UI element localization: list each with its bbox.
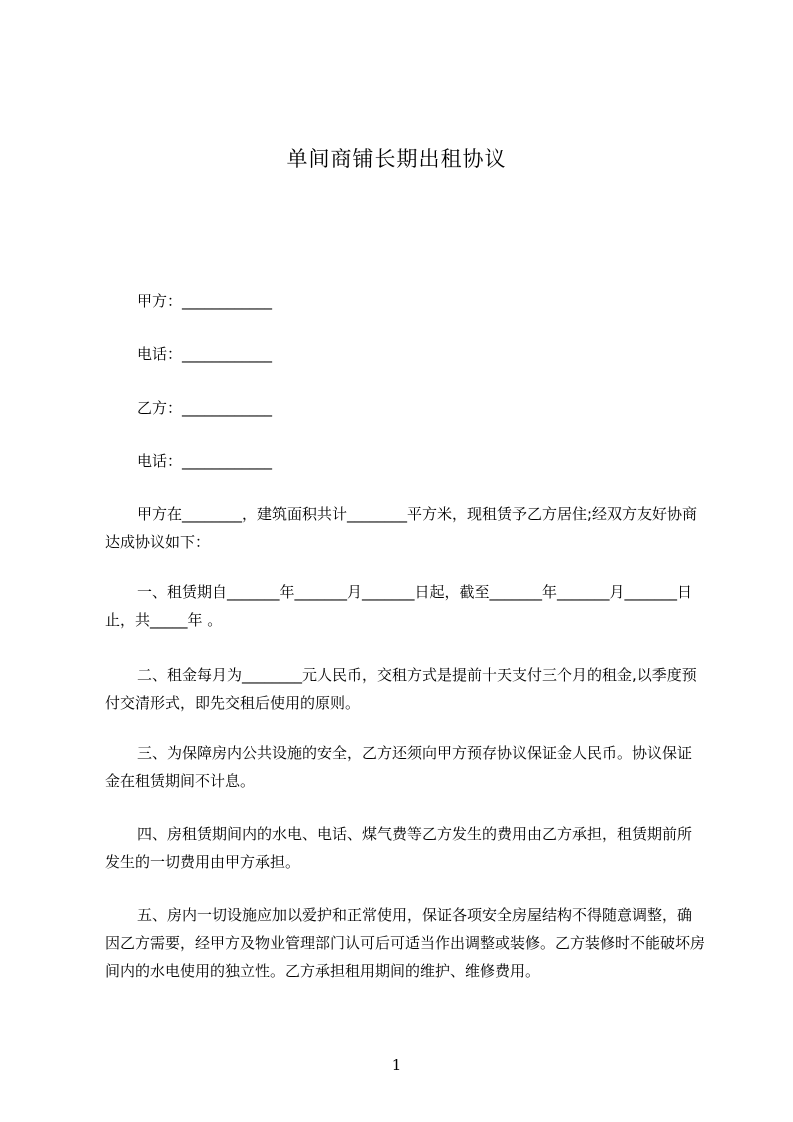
clause-5-paragraph: 五、房内一切设施应加以爱护和正常使用，保证各项安全房屋结构不得随意调整，确因乙方需要，经甲方及物业管理部门认可后可适当作出调整或装修。乙方装修时不能破坏房间内的水电使用的独立性。乙方承担租用期间的维护、维修费用。 bbox=[105, 906, 706, 980]
document-title: 单间商铺长期出租协议 bbox=[286, 147, 507, 171]
clause-2-paragraph: 二、租金每月为________元人民币，交租方式是提前十天支付三个月的租金,以季度预付交清形式，即先交租后使用的原则。 bbox=[105, 666, 697, 712]
clause-1-paragraph: 一、租赁期自_______年_______月_______日起，截至_______年_______月_______日止，共_____年 。 bbox=[105, 583, 693, 629]
party-b-phone-field: 电话：____________ bbox=[137, 452, 273, 470]
page-number: 1 bbox=[391, 1056, 402, 1074]
party-a-field: 甲方：____________ bbox=[137, 292, 273, 310]
party-a-phone-field: 电话：____________ bbox=[137, 345, 273, 363]
clause-4-paragraph: 四、房租赁期间内的水电、电话、煤气费等乙方发生的费用由乙方承担，租赁期前所发生的一切费用由甲方承担。 bbox=[105, 825, 693, 871]
intro-paragraph: 甲方在________，建筑面积共计________平方米，现租赁予乙方居住;经双方友好协商达成协议如下： bbox=[105, 505, 698, 551]
party-b-field: 乙方：____________ bbox=[137, 399, 273, 417]
clause-3-paragraph: 三、为保障房内公共设施的安全，乙方还须向甲方预存协议保证金人民币。协议保证金在租赁期间不计息。 bbox=[105, 744, 693, 790]
